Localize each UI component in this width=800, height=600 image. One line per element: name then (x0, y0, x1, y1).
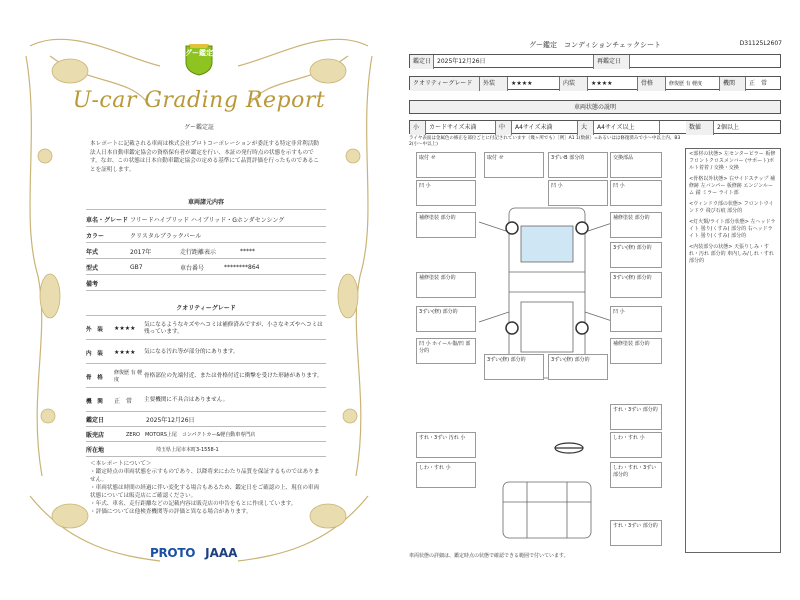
spec-label: 年式 (86, 248, 99, 256)
spec-row-model (86, 260, 326, 275)
grade-label: 内 装 (86, 350, 103, 357)
grade-cell-label: 内装 (560, 77, 588, 91)
size-label: 小 (410, 121, 426, 135)
badge-label: グー鑑定 (185, 49, 213, 57)
note-item: ・年式、車名、走行距離などの記載内容は販売店の申告をもとに作成しています。 (90, 501, 297, 507)
spec-label-2: 車台番号 (180, 264, 205, 272)
grade-cell-label: 外装 (480, 77, 508, 91)
grade-cell-label: 機関 (720, 77, 746, 91)
damage-tag: 取付 せ (484, 152, 544, 178)
grading-report-certificate (10, 16, 388, 586)
damage-tag: 凹 小 (610, 180, 662, 206)
damage-tag: 凹 小 (548, 180, 608, 206)
note-item: ・評価については他検査機関等の評価と異なる場合があります。 (90, 509, 252, 515)
legend-item: <ウィンドウ部の状態> フロントウインドウ 飛び石痕 部分的 (689, 201, 774, 214)
size-label: 数値 (686, 121, 714, 135)
damage-tag: 補修塗装 部分的 (416, 212, 476, 238)
size-label: 大 (578, 121, 594, 135)
report-title: U-car Grading Report (72, 88, 326, 113)
grade-cell-value: 修復歴 有 軽度 (666, 77, 720, 91)
spec-label-2: 走行距離表示 (180, 248, 217, 256)
legend-note: ライヤ表面は金属色の修正を部位ごとに付記されています（幾ヶ所でも）［例］A1 1(数値）=あるいはは修復済みで小～中以上内、B3 2(小～中以上) (409, 136, 681, 147)
note-item: ・鑑定時点の車両状態を示すものであり、以降将来にわたり品質を保証するものではありません。 (90, 469, 320, 483)
condition-legend (685, 148, 781, 553)
jaaa-logo: JAAA (205, 546, 238, 560)
damage-tag: 3ずいB 部分的 (548, 152, 608, 178)
spec-row-remarks (86, 276, 326, 291)
damage-tag: 凹 小 ホイール傷/凹 部分的 (416, 338, 476, 364)
damage-tag: 補修塗装 部分的 (416, 272, 476, 298)
grade-cell-label: 骨格 (638, 77, 666, 91)
spec-value: GB7 (130, 263, 143, 271)
size-label: 中 (496, 121, 512, 135)
date-value: 2025年12月26日 (434, 55, 594, 69)
grade-stars: 修復歴 有 軽度 (114, 369, 143, 383)
size-value: 2個以上 (717, 124, 739, 131)
spec-row-color (86, 228, 326, 243)
date-row (409, 54, 781, 68)
legend-item: <部材の状態> 左センターピラー 板修 フロントクロスメンバー (サポート)ボルト着着 / 交換・交換 (689, 151, 776, 171)
grade-stars: ★★★★ (114, 349, 136, 356)
size-value: A4サイズ未満 (512, 121, 578, 135)
goo-kantei-badge-icon (183, 42, 215, 76)
grade-description: 気になるようなキズやヘコミは補修済みですが、小さなキズやヘコミは残っています。 (144, 321, 323, 335)
grade-cell-value: ★★★★ (508, 77, 560, 91)
spec-value: クリスタルブラックパール (130, 232, 202, 240)
address-label: 所在地 (86, 446, 105, 454)
spec-value-2: ********864 (224, 263, 260, 271)
footer-logos (150, 546, 290, 560)
size-legend-row (409, 120, 781, 134)
wheel-icon (576, 222, 588, 234)
wheel-icon (576, 322, 588, 334)
grade-summary-row (409, 76, 781, 90)
damage-tag: しわ・すれ・3ずい 部分的 (610, 462, 662, 488)
size-value: カードサイズ未満 (426, 121, 496, 135)
damage-tag: 補修塗装 部分的 (610, 338, 662, 364)
grade-row-exterior (86, 318, 326, 340)
dealer-row (86, 427, 326, 442)
dealer-value: ZERO MOTORS上尾 コンパクトカー&軽自動車専門店 (126, 431, 256, 438)
damage-tag: 3ずい(修) 部分的 (610, 242, 662, 268)
intro-paragraph: 本レポートに記載される車両は株式会社プロトコーポレーションが委託する特定非営利活動法人日本自動車鑑定協会の資格保有者が鑑定を行い、本証の発行時点の状態を示すものです。なお、この状態は日本自動車鑑定協会の定める基準にて品質評価を行ったものであることを証明します。 (90, 141, 319, 173)
steering-wheel-icon (555, 443, 583, 453)
spec-label: 型式 (86, 264, 99, 272)
grade-label: 外 装 (86, 326, 103, 333)
size-value: A4サイズ以上 (594, 121, 660, 135)
legend-item: <内装部分の状態> 天張りしみ・すれ・汚れ 部分的 車内しみ/しれ・すれ 部分的 (689, 244, 774, 264)
grade-cell-value: ★★★★ (588, 77, 638, 91)
notes-title: ＜本レポートについて＞ (90, 461, 152, 467)
grade-label: 機 関 (86, 398, 103, 405)
wheel-icon (506, 322, 518, 334)
spec-value: フリードハイブリッド ハイブリッド・Gホンダセンシング (130, 216, 285, 224)
grade-stars: 正 常 (114, 398, 133, 405)
grade-cell-value: 正 常 (749, 80, 768, 87)
grade-label: 骨 格 (86, 374, 103, 381)
date-label: 鑑定日 (410, 55, 434, 69)
grade-description: 気になる汚れ等が部分的にあります。 (144, 349, 239, 355)
condition-check-sheet (404, 36, 786, 564)
wheel-icon (506, 222, 518, 234)
spec-value-2: ***** (240, 247, 255, 255)
appraisal-date-label: 鑑定日 (86, 416, 105, 424)
address-value: 埼玉県上尾市本町3-1558-1 (156, 446, 219, 453)
reappraisal-value (630, 55, 782, 69)
report-subtitle: グー鑑定証 (183, 124, 214, 131)
damage-tag: すれ・3ずい 部分的 (610, 404, 662, 430)
spec-value: 2017年 (130, 248, 152, 256)
damage-tag: 取付 せ (416, 152, 476, 178)
damage-tag: すれ・3ずい 汚れ 小 (416, 432, 476, 458)
damage-tag: 交換部品 (610, 152, 662, 178)
address-row (86, 442, 326, 457)
proto-logo: PROTO (150, 546, 196, 560)
spec-label: カラー (86, 232, 105, 240)
legend-title: 車両状態の説明 (409, 100, 781, 114)
reappraisal-label: 再鑑定日 (594, 55, 630, 69)
grade-row-frame (86, 366, 326, 388)
note-item: ・車両状態は時間の経過に伴い変化する場合もあるため、鑑定日をご確認の上、現在の車両状態については販売店にご確認ください。 (90, 485, 320, 499)
report-notes (90, 460, 322, 516)
grade-row-interior (86, 342, 326, 364)
spec-row-name (86, 212, 326, 227)
dealer-label: 販売店 (86, 431, 105, 439)
spec-row-year (86, 244, 326, 259)
legend-item: <骨格以外状態> 右サイドステップ 補修跡 左バンパー 板修跡 エンジンルーム 錆 ミラー ライト部 (689, 176, 776, 196)
appraisal-date-value: 2025年12月26日 (146, 416, 195, 424)
damage-tag: しわ・すれ 小 (416, 462, 476, 488)
damage-tag: 補修塗装 部分的 (610, 212, 662, 238)
grade-cell-label: クオリティーグレード (410, 77, 480, 91)
grade-section-title: クオリティーグレード (86, 302, 326, 316)
legend-item: <灯火類/ライト部分状態> 左ヘッドライト 曇り(くすみ) 部分的 右ヘッドライト 曇り(くすみ) 部分的 (689, 219, 776, 239)
damage-tag: 3ずい(修) 部分的 (416, 306, 476, 332)
damage-tag: 凹 小 (416, 180, 476, 206)
grade-stars: ★★★★ (114, 325, 136, 332)
damage-tag: 3ずい(修) 部分的 (548, 354, 608, 380)
spec-label: 備考 (86, 280, 99, 288)
appraisal-date-row (86, 412, 326, 427)
grade-row-engine (86, 390, 326, 412)
grade-description: 主要機関に不具合はありません。 (144, 397, 229, 403)
damage-tag: しわ・すれ 小 (610, 432, 662, 458)
grade-description: 骨格部位の先端付近、または骨格付近に衝撃を受けた形跡があります。 (144, 373, 323, 379)
damage-tag: すれ・3ずい 部分的 (610, 520, 662, 546)
damage-tag: 3ずい(修) 部分的 (484, 354, 544, 380)
sheet-title: グー鑑定 コンディションチェックシート (528, 41, 662, 49)
damage-tag: 凹 小 (610, 306, 662, 332)
damage-tag: 3ずい(修) 部分的 (610, 272, 662, 298)
spec-section-title: 車両諸元内容 (86, 196, 326, 210)
sheet-footnote: 車両状態の詳細は、鑑定時点の状態で確認できる範囲で付いています。 (409, 553, 569, 559)
spec-label: 車名・グレード (86, 216, 129, 224)
sheet-code: D31125L2607 (739, 40, 782, 47)
